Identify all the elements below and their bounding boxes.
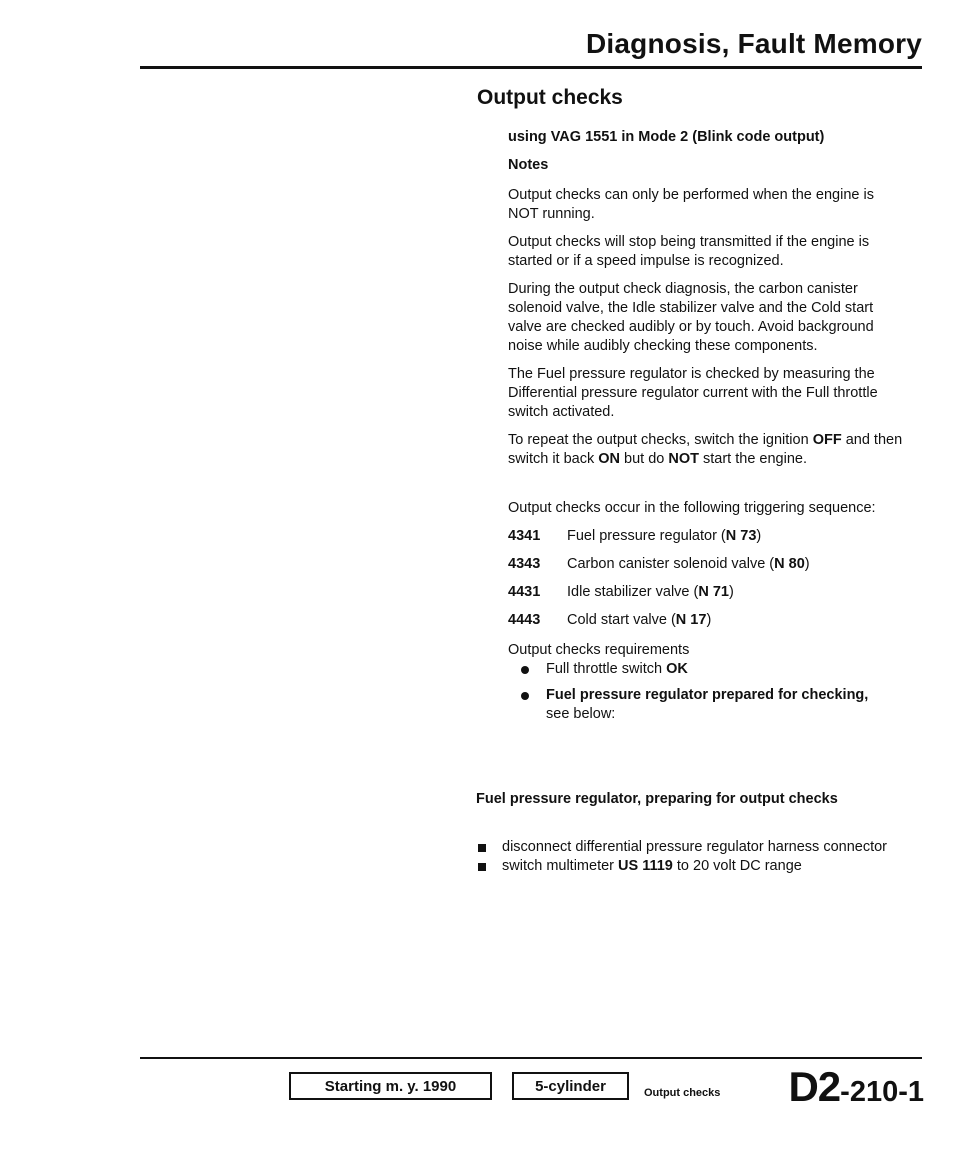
text-bold: Fuel pressure regulator prepared for checking, xyxy=(546,687,869,703)
blink-code: 4343 xyxy=(508,556,541,572)
text-span: see below: xyxy=(546,706,616,722)
code-row xyxy=(508,611,908,630)
model-year-badge: Starting m. y. 1990 xyxy=(289,1072,492,1100)
requirement-item xyxy=(508,686,908,724)
code-description xyxy=(567,611,908,630)
text-bold: NOT xyxy=(668,451,699,467)
note-paragraph: Output checks will stop being transmitted if the engine is started or if a speed impulse is recognized. xyxy=(508,234,870,269)
bullet-icon xyxy=(521,666,529,674)
requirements-heading: Output checks requirements xyxy=(508,642,690,658)
text-span: Carbon canister solenoid valve ( xyxy=(567,556,775,572)
code-row xyxy=(508,527,908,546)
page-number-main: D2 xyxy=(788,1063,841,1110)
requirement-item xyxy=(508,660,908,679)
square-bullet-icon xyxy=(478,844,486,852)
text-span: ) xyxy=(756,528,762,544)
step-list xyxy=(476,838,916,876)
text-span: ) xyxy=(804,556,810,572)
note-paragraph: Output checks can only be performed when the engine is NOT running. xyxy=(508,187,874,222)
blink-code: 4341 xyxy=(508,528,541,544)
page-header-title: Diagnosis, Fault Memory xyxy=(586,28,922,59)
step-item xyxy=(476,838,916,857)
text-span: start the engine. xyxy=(698,451,807,467)
bullet-icon xyxy=(521,692,529,700)
component-ref: N 73 xyxy=(725,528,757,544)
page-number-sub: -210 xyxy=(840,1076,899,1108)
content-column xyxy=(508,128,908,724)
text-span: Idle stabilizer valve ( xyxy=(567,584,699,600)
fuel-prep-heading: Fuel pressure regulator, preparing for output checks xyxy=(476,791,838,807)
fuel-prep-steps xyxy=(476,838,916,876)
page-number xyxy=(788,1063,924,1111)
section-subtitle: using VAG 1551 in Mode 2 (Blink code output) xyxy=(508,129,825,145)
text-span: and then switch it back xyxy=(508,432,903,467)
note-paragraph-repeat xyxy=(508,431,908,469)
footer-section-label: Output checks xyxy=(644,1087,721,1099)
section-title: Output checks xyxy=(477,86,623,109)
component-ref: N 17 xyxy=(675,612,707,628)
blink-code: 4431 xyxy=(508,584,541,600)
notes-heading: Notes xyxy=(508,157,549,173)
text-span: ) xyxy=(706,612,712,628)
code-description xyxy=(567,583,908,602)
text-span: To repeat the output checks, switch the ignition xyxy=(508,432,813,448)
footer-rule xyxy=(140,1057,922,1059)
text-bold: OK xyxy=(666,661,688,677)
text-span: disconnect differential pressure regulator harness connector xyxy=(502,839,888,855)
requirements-list xyxy=(508,660,908,724)
text-span: switch multimeter xyxy=(502,858,619,874)
code-description xyxy=(567,555,908,574)
page-number-suffix: -1 xyxy=(898,1076,924,1108)
component-ref: N 71 xyxy=(698,584,729,600)
text-span: Full throttle switch xyxy=(546,661,667,677)
square-bullet-icon xyxy=(478,863,486,871)
component-ref: N 80 xyxy=(774,556,805,572)
note-paragraph: The Fuel pressure regulator is checked by measuring the Differential pressure regulator current with the Full throttle switch activated. xyxy=(508,366,878,420)
code-row xyxy=(508,555,908,574)
note-paragraph: During the output check diagnosis, the carbon canister solenoid valve, the Idle stabilizer valve and the Cold start valve are checked audibly or by touch. Avoid background noise while audibly checking these components. xyxy=(508,281,874,354)
tool-ref: US 1119 xyxy=(618,858,673,874)
engine-badge: 5-cylinder xyxy=(512,1072,629,1100)
text-bold: ON xyxy=(598,451,620,467)
text-span: Fuel pressure regulator ( xyxy=(567,528,726,544)
text-span: ) xyxy=(729,584,734,600)
sequence-intro: Output checks occur in the following triggering sequence: xyxy=(508,500,876,516)
blink-code: 4443 xyxy=(508,612,541,628)
code-description xyxy=(567,527,908,546)
text-span: to 20 volt DC range xyxy=(672,858,802,874)
text-span: but do xyxy=(620,451,669,467)
code-row xyxy=(508,583,908,602)
text-span: Cold start valve ( xyxy=(567,612,676,628)
header-rule xyxy=(140,66,922,69)
text-bold: OFF xyxy=(812,432,842,448)
step-item xyxy=(476,857,916,876)
